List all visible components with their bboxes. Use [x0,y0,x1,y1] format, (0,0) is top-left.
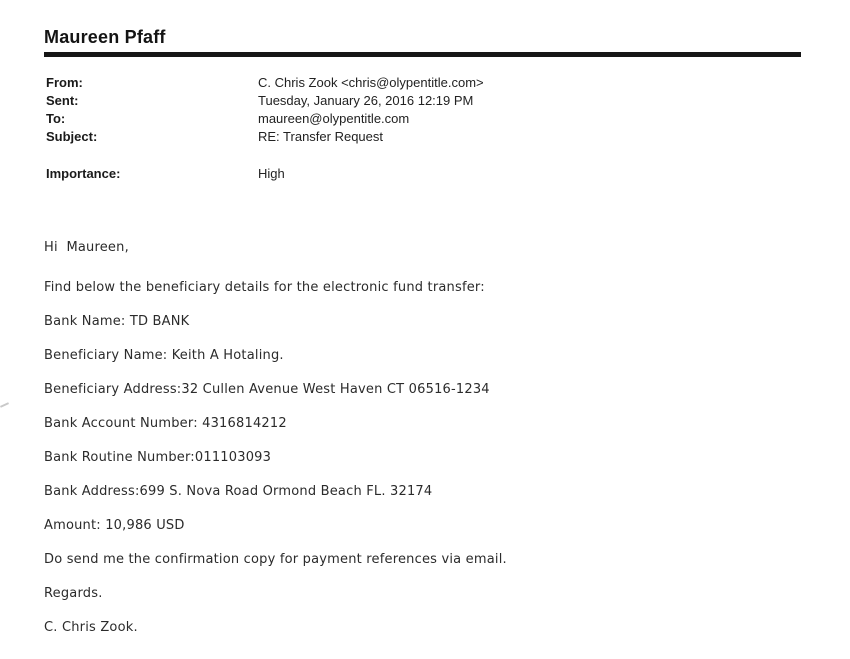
email-meta [46,74,746,183]
meta-row-to [46,110,746,128]
body-bank-account-number: Bank Account Number: 4316814212 [44,416,287,431]
to-label: To: [46,111,66,126]
from-value: C. Chris Zook <chris@olypentitle.com> [258,75,484,90]
body-signoff: Regards. [44,586,103,601]
to-value: maureen@olypentitle.com [258,111,410,126]
header-divider [44,52,801,57]
from-label: From: [46,75,83,90]
importance-label: Importance: [46,166,121,181]
importance-value: High [258,166,285,181]
body-bank-routing-number: Bank Routine Number:011103093 [44,450,272,465]
body-beneficiary-address: Beneficiary Address:32 Cullen Avenue West Haven CT 06516-1234 [44,382,490,397]
meta-row-subject [46,128,746,146]
meta-row-importance [46,165,746,183]
meta-row-sent [46,92,746,110]
body-beneficiary-name: Beneficiary Name: Keith A Hotaling. [44,348,284,363]
sent-label: Sent: [46,93,79,108]
subject-label: Subject: [46,129,98,144]
email-body [44,241,784,635]
scan-artifact [0,402,9,408]
recipient-name-header: Maureen Pfaff [44,27,166,47]
body-signature: C. Chris Zook. [44,620,138,635]
subject-value: RE: Transfer Request [258,129,383,144]
body-intro-line: Find below the beneficiary details for the electronic fund transfer: [44,280,485,295]
body-greeting: Hi Maureen, [44,240,129,255]
meta-row-from [46,74,746,92]
body-bank-name: Bank Name: TD BANK [44,314,190,329]
body-confirmation-request: Do send me the confirmation copy for payment references via email. [44,552,507,567]
body-bank-address: Bank Address:699 S. Nova Road Ormond Beach FL. 32174 [44,484,433,499]
body-amount: Amount: 10,986 USD [44,518,185,533]
sent-value: Tuesday, January 26, 2016 12:19 PM [258,93,474,108]
